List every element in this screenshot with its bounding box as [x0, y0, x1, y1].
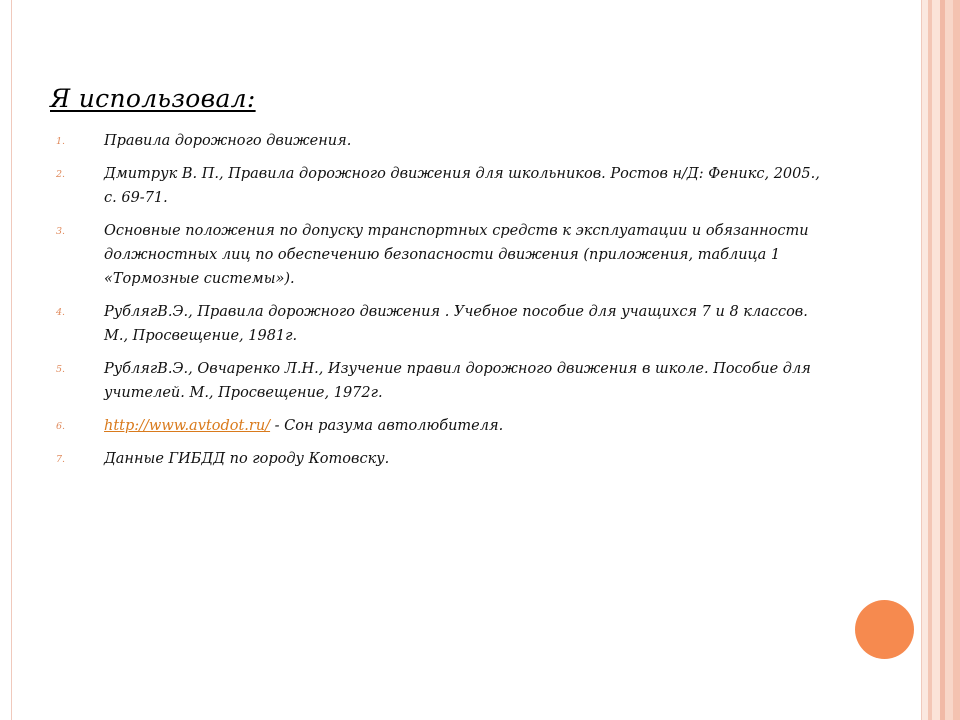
- item-number: 3.: [56, 226, 66, 237]
- list-item: [56, 447, 821, 471]
- list-item: [56, 219, 821, 291]
- decorative-stripe: [932, 0, 940, 720]
- avtodot-link[interactable]: http://www.avtodot.ru/: [104, 418, 271, 434]
- item-number: 7.: [56, 454, 66, 465]
- list-item: [56, 357, 821, 405]
- decorative-circle: [855, 600, 914, 659]
- list-item: [56, 414, 821, 438]
- list-item: [56, 300, 821, 348]
- sources-list: [56, 129, 821, 480]
- item-text: Данные ГИБДД по городу Котовску.: [104, 451, 390, 467]
- item-text: РублягВ.Э., Овчаренко Л.Н., Изучение правил дорожного движения в школе. Пособие для учителей. М., Просвещение, 1972г.: [104, 361, 811, 401]
- item-number: 5.: [56, 364, 66, 375]
- item-text: РублягВ.Э., Правила дорожного движения . Учебное пособие для учащихся 7 и 8 классов. М., Просвещение, 1981г.: [104, 304, 808, 344]
- list-item: [56, 162, 821, 210]
- slide-title: Я использовал:: [50, 84, 256, 113]
- decorative-stripe: [953, 0, 960, 720]
- item-text: Дмитрук В. П., Правила дорожного движения для школьников. Ростов н/Д: Феникс, 2005., с. 69-71.: [104, 166, 820, 206]
- item-number: 1.: [56, 136, 66, 147]
- list-item: [56, 129, 821, 153]
- item-number: 6.: [56, 421, 66, 432]
- item-number: 2.: [56, 169, 66, 180]
- item-number: 4.: [56, 307, 66, 318]
- item-text: Основные положения по допуску транспортных средств к эксплуатации и обязанности должностных лиц по обеспечению безопасности движения (приложения, таблица 1 «Тормозные системы»).: [104, 223, 809, 287]
- item-text: - Сон разума автолюбителя.: [270, 418, 504, 434]
- decorative-stripe: [945, 0, 953, 720]
- item-text: Правила дорожного движения.: [104, 133, 352, 149]
